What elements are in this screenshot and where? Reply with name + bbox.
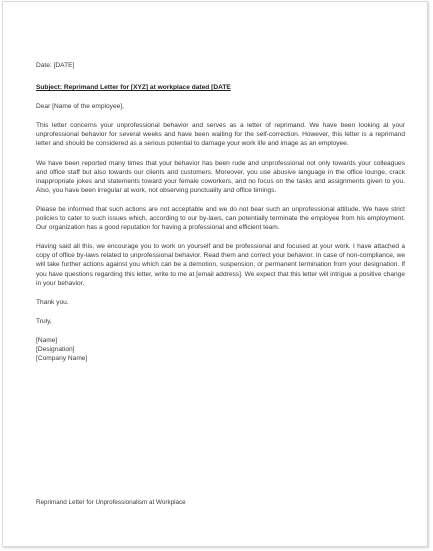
letter-body <box>36 61 405 363</box>
letter-paragraph-4: Having said all this, we encourage you to work on yourself and be professional and focused at your work. I have attached a copy of office by-laws related to unprofessional behavior. Read them and correct your behavior. In case of non-compliance, we will take further actions against you which can be a demotion, suspension, or permanent termination from your designation. If you have questions regarding this letter, write to me at [email address]. We expect that this letter will intrigue a positive change in your behavior. <box>36 243 405 287</box>
letter-date: Date: [DATE] <box>36 62 75 69</box>
letter-paragraph-1: This letter concerns your unprofessional behavior and serves as a letter of reprimand. We have been looking at your unprofessional behavior for several weeks and have been waiting for the self-correction. However, this letter is a reprimand letter and should be considered as a serious potential to damage your work life and image as an employee. <box>36 122 405 148</box>
letter-salutation: Dear [Name of the employee], <box>36 103 124 111</box>
document-page <box>2 1 428 547</box>
signature-designation: [Designation] <box>36 345 75 353</box>
letter-paragraph-2: We have been reported many times that your behavior has been rude and unprofessional not only towards your colleagues and office staff but also towards our clients and customers. Moreover, you use abusive language in the office lounge, crack inappropriate jokes and statements toward your female coworkers, and no focus on the tasks and assignments given to you. Also, you have been irregular at work, not observing punctuality and office timings. <box>36 159 405 194</box>
letter-paragraph-3: Please be informed that such actions are not acceptable and we do not bear such an unprofessional attitude. We have strict policies to cater to such issues which, according to our by-laws, can potentially terminate the employee from his employment. Our organization has a good reputation for having a professional and efficient team. <box>36 205 405 232</box>
signature-block <box>36 336 405 363</box>
letter-thanks: Thank you. <box>36 298 69 306</box>
letter-closing: Truly, <box>36 317 52 325</box>
page-footer: Reprimand Letter for Unprofessionalism at Workplace <box>36 499 186 506</box>
letter-subject: Subject: Reprimand Letter for [XYZ] at workplace dated [DATE <box>36 84 231 92</box>
signature-company: [Company Name] <box>36 355 88 363</box>
signature-name: [Name] <box>36 336 58 344</box>
